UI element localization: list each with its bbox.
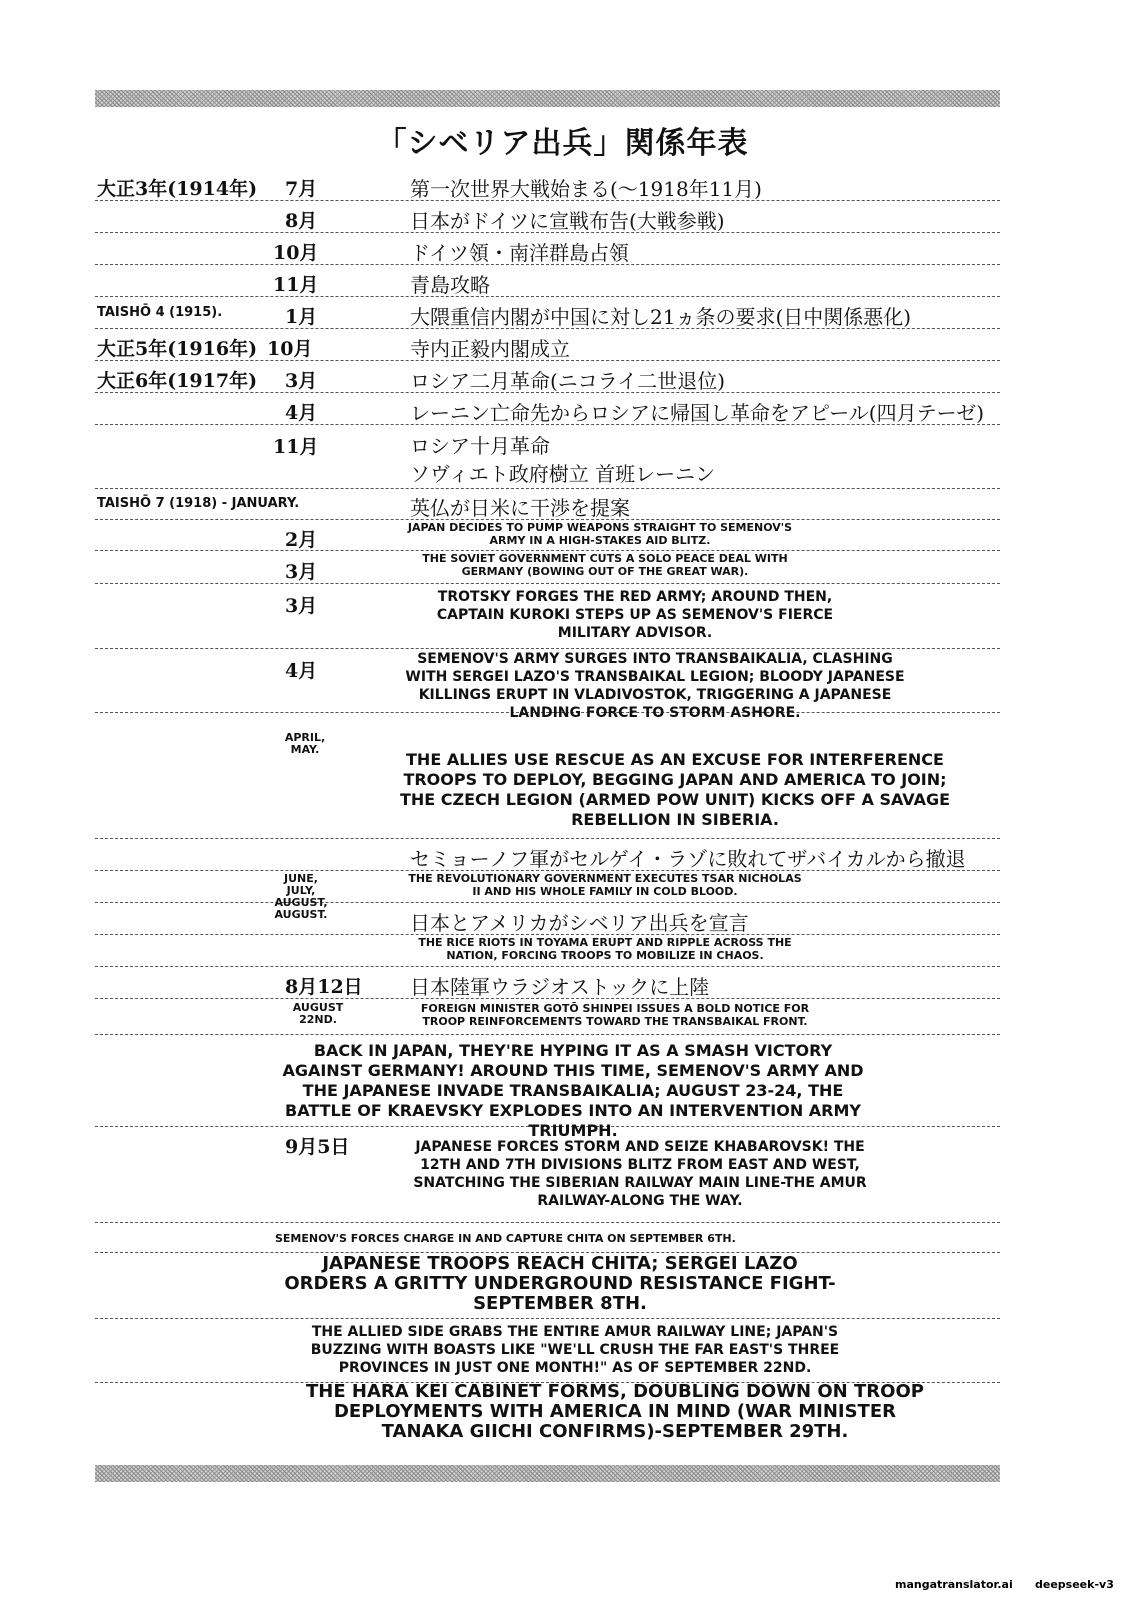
row-month: 8月12日 (285, 976, 363, 998)
table-row (95, 550, 1000, 584)
row-event: 日本とアメリカがシベリア出兵を宣言 (410, 911, 749, 935)
table-row (95, 488, 1000, 520)
row-month: 3月 (285, 370, 318, 392)
table-row (95, 519, 1000, 551)
table-row (95, 870, 1000, 921)
row-event: ロシア十月革命 (410, 434, 550, 458)
row-year: TAISHŌ 7 (1918) - JANUARY. (97, 496, 300, 511)
row-month: APRIL, MAY. (284, 731, 326, 756)
top-pattern-band (95, 90, 1000, 107)
row-month: 2月 (285, 529, 318, 551)
table-row (95, 296, 1000, 329)
table-row (95, 1126, 1000, 1223)
bottom-pattern-band (95, 1465, 1000, 1482)
row-month: 10月 (273, 242, 319, 264)
table-row (95, 392, 1000, 425)
table-row (95, 648, 1000, 721)
table-row (95, 1034, 1000, 1140)
row-event: 英仏が日米に干渉を提案 (410, 496, 630, 520)
row-event: FOREIGN MINISTER GOTŌ SHINPEI ISSUES A BOLD NOTICE FOR TROOP REINFORCEMENTS TOWARD THE TRANSBAIKAL FRONT. (420, 1002, 810, 1028)
row-event: ドイツ領・南洋群島占領 (410, 241, 629, 265)
row-month: 1月 (285, 306, 318, 328)
credit-model: deepseek-v3 (1035, 1578, 1114, 1591)
table-row (95, 1382, 1000, 1446)
table-row (95, 1222, 1000, 1253)
row-month: 3月 (285, 561, 318, 583)
table-row (95, 328, 1000, 361)
row-month: 11月 (273, 274, 319, 296)
row-event: THE RICE RIOTS IN TOYAMA ERUPT AND RIPPLE ACROSS THE NATION, FORCING TROOPS TO MOBILIZE IN CHAOS. (418, 936, 792, 962)
table-row (95, 838, 1000, 871)
row-month: 9月5日 (285, 1136, 350, 1158)
table-row (95, 200, 1000, 233)
row-month: JUNE, JULY, AUGUST, AUGUST. (274, 872, 328, 921)
row-event: THE ALLIED SIDE GRABS THE ENTIRE AMUR RAILWAY LINE; JAPAN'S BUZZING WITH BOASTS LIKE "WE'LL CRUSH THE FAR EAST'S THREE PROVINCES IN JUST ONE MONTH!" AS OF SEPTEMBER 22ND. (310, 1324, 840, 1376)
table-row (95, 712, 1000, 839)
row-month: 8月 (285, 210, 318, 232)
row-event: ロシア二月革命(ニコライ二世退位) (410, 369, 726, 393)
table-row (95, 1318, 1000, 1383)
table-row (95, 424, 1000, 489)
table-row (95, 264, 1000, 297)
table-row (95, 583, 1000, 649)
table-row (95, 232, 1000, 265)
credit-site: mangatranslator.ai (895, 1578, 1013, 1591)
row-month: 4月 (285, 660, 318, 682)
row-month: 4月 (285, 402, 318, 424)
table-row (95, 934, 1000, 967)
row-event-second-line: ソヴィエト政府樹立 首班レーニン (410, 462, 716, 486)
row-event: セミョーノフ軍がセルゲイ・ラゾに敗れてザバイカルから撤退 (410, 847, 966, 871)
row-event: 青島攻略 (410, 273, 490, 297)
row-event: SEMENOV'S ARMY SURGES INTO TRANSBAIKALIA, CLASHING WITH SERGEI LAZO'S TRANSBAIKAL LEGION; BLOODY JAPANESE KILLINGS ERUPT IN VLADIVOSTOK, TRIGGERING A JAPANESE LANDING FORCE TO STORM ASHORE. (405, 651, 905, 721)
row-event: JAPANESE TROOPS REACH CHITA; SERGEI LAZO ORDERS A GRITTY UNDERGROUND RESISTANCE FIGHT-SEPTEMBER 8TH. (284, 1253, 836, 1314)
row-event: JAPANESE FORCES STORM AND SEIZE KHABAROVSK! THE 12TH AND 7TH DIVISIONS BLITZ FROM EAST AND WEST, SNATCHING THE SIBERIAN RAILWAY MAIN LINE-THE AMUR RAILWAY-ALONG THE WAY. (413, 1139, 867, 1209)
row-month: 11月 (273, 436, 319, 458)
row-event: TROTSKY FORGES THE RED ARMY; AROUND THEN, CAPTAIN KUROKI STEPS UP AS SEMENOV'S FIERCE MILITARY ADVISOR. (436, 589, 834, 641)
row-event: 第一次世界大戦始まる(〜1918年11月) (410, 177, 762, 201)
table-row (95, 966, 1000, 999)
row-month: 3月 (285, 595, 318, 617)
row-event: 日本陸軍ウラジオストックに上陸 (410, 975, 710, 999)
row-event: 大隈重信内閣が中国に対し21ヵ条の要求(日中関係悪化) (410, 305, 912, 329)
row-event: 日本がドイツに宣戦布告(大戦参戦) (410, 209, 725, 233)
row-event: THE SOVIET GOVERNMENT CUTS A SOLO PEACE DEAL WITH GERMANY (BOWING OUT OF THE GREAT WAR). (422, 552, 788, 578)
table-row (95, 360, 1000, 393)
row-event: THE REVOLUTIONARY GOVERNMENT EXECUTES TSAR NICHOLAS II AND HIS WHOLE FAMILY IN COLD BLOOD. (408, 872, 802, 898)
row-event: JAPAN DECIDES TO PUMP WEAPONS STRAIGHT TO SEMENOV'S ARMY IN A HIGH-STAKES AID BLITZ. (407, 521, 793, 547)
row-year: 大正6年(1917年) (97, 370, 258, 392)
table-row (95, 168, 1000, 201)
row-event: BACK IN JAPAN, THEY'RE HYPING IT AS A SMASH VICTORY AGAINST GERMANY! AROUND THIS TIME, SEMENOV'S ARMY AND THE JAPANESE INVADE TRANSBAIKALIA; AUGUST 23-24, THE BATTLE OF KRAEVSKY EXPLODES INTO AN INTERVENTION ARMY TRIUMPH. (282, 1041, 864, 1140)
page-title: 「シベリア出兵」関係年表 (376, 126, 749, 161)
row-year: TAISHŌ 4 (1915). (97, 305, 223, 320)
row-event: THE ALLIES USE RESCUE AS AN EXCUSE FOR INTERFERENCE TROOPS TO DEPLOY, BEGGING JAPAN AND AMERICA TO JOIN; THE CZECH LEGION (ARMED POW UNIT) KICKS OFF A SAVAGE REBELLION IN SIBERIA. (399, 750, 951, 829)
table-row (95, 902, 1000, 935)
row-event: 寺内正毅内閣成立 (410, 337, 570, 361)
table-row (95, 1252, 1000, 1319)
row-event: レーニン亡命先からロシアに帰国し革命をアピール(四月テーゼ) (410, 401, 985, 425)
row-event: THE HARA KEI CABINET FORMS, DOUBLING DOWN ON TROOP DEPLOYMENTS WITH AMERICA IN MIND (WAR MINISTER TANAKA GIICHI CONFIRMS)-SEPTEMBER 29TH. (306, 1381, 924, 1442)
row-month: 7月 (285, 178, 318, 200)
row-event: SEMENOV'S FORCES CHARGE IN AND CAPTURE CHITA ON SEPTEMBER 6TH. (275, 1232, 736, 1245)
row-year: 大正3年(1914年) (97, 178, 258, 200)
row-month: AUGUST 22ND. (292, 1001, 344, 1026)
row-year: 大正5年(1916年) (97, 338, 258, 360)
row-month: 10月 (267, 338, 313, 360)
table-row (95, 998, 1000, 1035)
